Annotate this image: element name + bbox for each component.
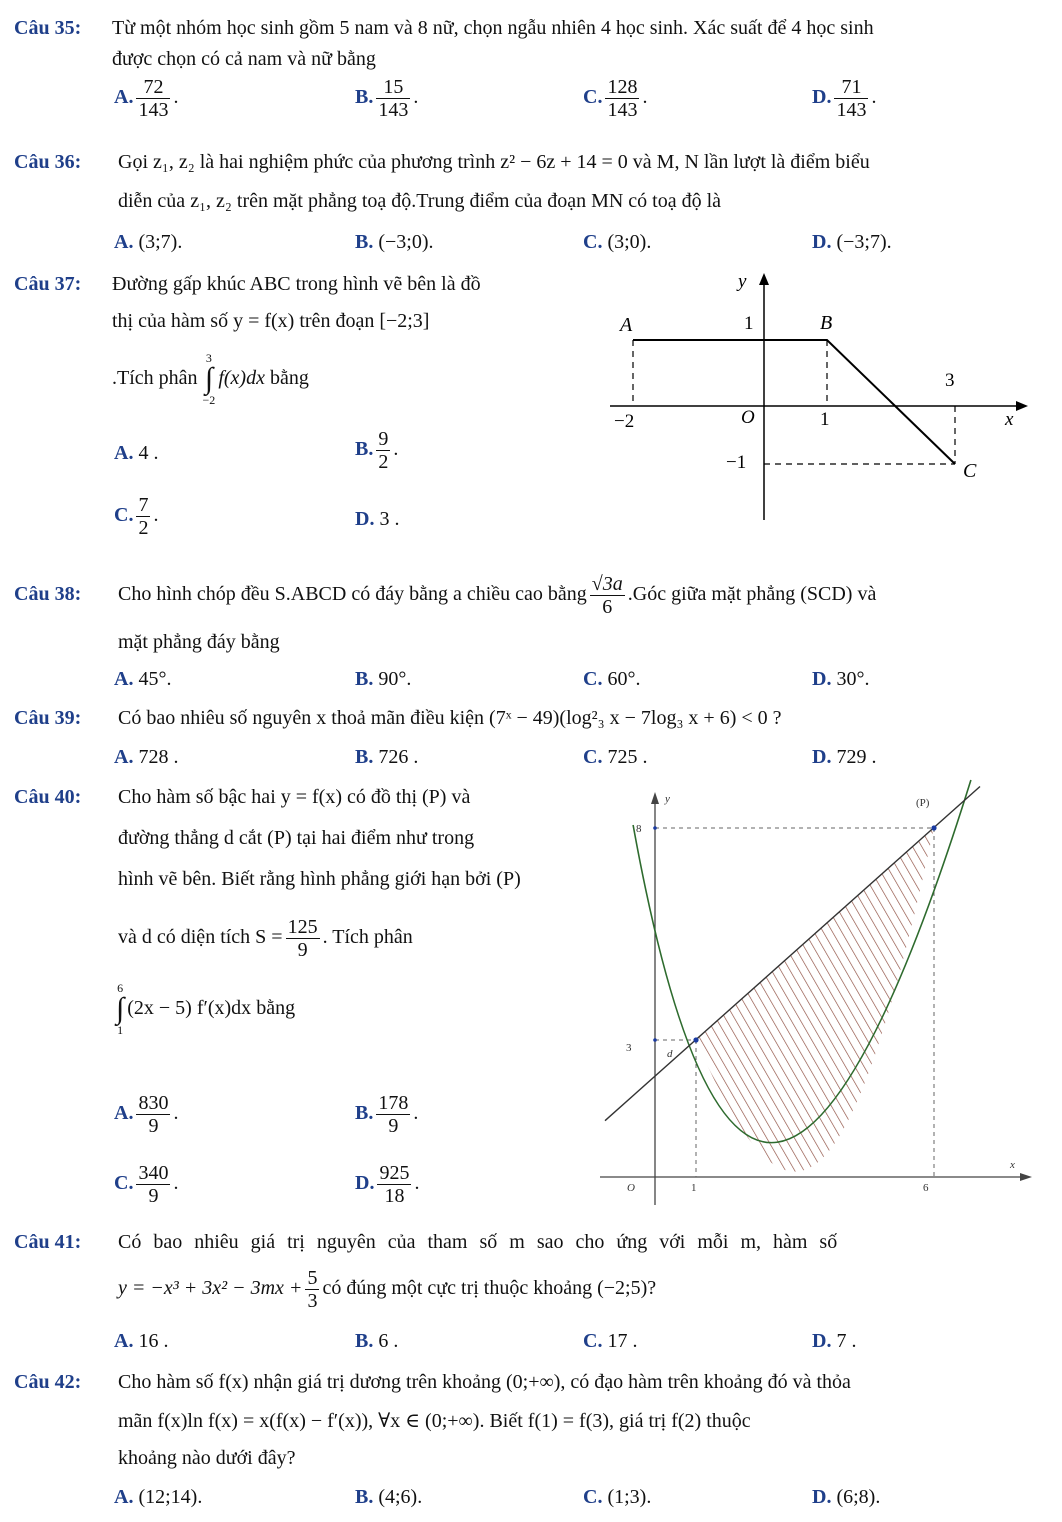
question-text: được chọn có cả nam và nữ bằng xyxy=(112,48,376,70)
question-text: Cho hàm số bậc hai y = f(x) có đồ thị (P) và xyxy=(118,786,471,808)
question-text: 6 ∫ 1(2x − 5) f′(x)dx bằng xyxy=(116,981,296,1038)
tick-label: 6 xyxy=(923,1182,929,1194)
option-a[interactable]: A. $\frac{72}{143}$ . xyxy=(114,76,179,121)
question-number: Câu 38: xyxy=(14,583,82,605)
option-d[interactable]: D. (6;8). xyxy=(812,1486,881,1508)
question-text: khoảng nào dưới đây? xyxy=(118,1447,296,1469)
tick-point xyxy=(653,826,657,830)
point-b-label: B xyxy=(820,312,833,334)
option-a[interactable]: A. (3;7). xyxy=(114,231,183,253)
question-text: đường thẳng d cắt (P) tại hai điểm như trong xyxy=(118,827,475,849)
origin-label: O xyxy=(741,407,755,428)
tick-label: 8 xyxy=(636,823,642,835)
option-c[interactable]: C. $\frac{340}{9}$ . xyxy=(114,1162,179,1207)
tick-label: 3 xyxy=(945,370,955,391)
tick-label: 1 xyxy=(691,1182,697,1194)
option-b[interactable]: B. 726 . xyxy=(355,746,419,768)
option-d[interactable]: D. $\frac{71}{143}$ . xyxy=(812,76,877,121)
option-b[interactable]: B. $\frac{9}{2}$ . xyxy=(355,428,399,473)
tick-label: 3 xyxy=(626,1042,632,1054)
option-b[interactable]: B. $\frac{15}{143}$ . xyxy=(355,76,419,121)
option-d[interactable]: D. 729 . xyxy=(812,746,877,768)
point-c-label: C xyxy=(963,460,977,482)
question-text: Cho hình chóp đều S.ABCD có đáy bằng a chiều cao bằng $\frac{√3a}{6}$ .Góc giữa mặt phẳng (SCD) và xyxy=(118,572,877,618)
question-text: Có bao nhiêu giá trị nguyên của tham số m sao cho ứng với mỗi m, hàm số xyxy=(118,1231,838,1253)
guide-lines xyxy=(633,340,955,464)
graph-parabola xyxy=(600,770,1050,1210)
question-text: diễn của z₁, z₂ trên mặt phẳng toạ độ.Trung điểm của đoạn MN có toạ độ là xyxy=(118,190,722,212)
question-text: và d có diện tích S = $\frac{125}{9}$ . Tích phân xyxy=(118,915,413,961)
question-text: Có bao nhiêu số nguyên x thoả mãn điều kiện (7ˣ − 49)(log²₃ x − 7log₃ x + 6) < 0 ? xyxy=(118,707,782,729)
question-text: Gọi z₁, z₂ là hai nghiệm phức của phương trình z² − 6z + 14 = 0 và M, N lần lượt là điểm biểu xyxy=(118,151,870,173)
axes xyxy=(610,281,1020,520)
question-number: Câu 42: xyxy=(14,1371,82,1393)
tick-label: 1 xyxy=(744,313,754,334)
option-c[interactable]: C. $\frac{7}{2}$ . xyxy=(114,494,159,539)
question-text: mãn f(x)ln f(x) = x(f(x) − f′(x)), ∀x ∈ (0;+∞). Biết f(1) = f(3), giá trị f(2) thuộc xyxy=(118,1410,751,1432)
polyline-abc xyxy=(633,340,955,464)
question-text: mặt phẳng đáy bằng xyxy=(118,631,280,653)
question-text: y = −x³ + 3x² − 3mx + $\frac{5}{3}$ có đúng một cực trị thuộc khoảng (−2;5)? xyxy=(118,1266,657,1312)
intersection-point xyxy=(931,825,936,830)
question-number: Câu 35: xyxy=(14,17,82,39)
point-a-label: A xyxy=(620,314,633,336)
tick-label: 1 xyxy=(820,409,830,430)
option-d[interactable]: D. 7 . xyxy=(812,1330,857,1352)
tick-label: −2 xyxy=(614,411,635,432)
y-axis-label: y xyxy=(665,793,670,805)
option-b[interactable]: B. 90°. xyxy=(355,668,412,690)
shaded-region xyxy=(696,828,934,1172)
option-c[interactable]: C. $\frac{128}{143}$ . xyxy=(583,76,648,121)
option-a[interactable]: A. 45°. xyxy=(114,668,172,690)
question-number: Câu 41: xyxy=(14,1231,82,1253)
option-d[interactable]: D. 30°. xyxy=(812,668,870,690)
line-label: d xyxy=(667,1048,673,1060)
tick-point xyxy=(653,1038,657,1042)
x-axis-label: x xyxy=(1010,1159,1015,1171)
question-number: Câu 39: xyxy=(14,707,82,729)
option-a[interactable]: A. 4 . xyxy=(114,442,159,464)
question-number: Câu 36: xyxy=(14,151,82,173)
option-c[interactable]: C. (3;0). xyxy=(583,231,652,253)
question-number: Câu 37: xyxy=(14,273,82,295)
y-arrow xyxy=(759,273,769,285)
question-text: Cho hàm số f(x) nhận giá trị dương trên khoảng (0;+∞), có đạo hàm trên khoảng đó và thỏa xyxy=(118,1371,851,1393)
option-c[interactable]: C. (1;3). xyxy=(583,1486,652,1508)
option-b[interactable]: B. $\frac{178}{9}$ . xyxy=(355,1092,419,1137)
option-a[interactable]: A. $\frac{830}{9}$ . xyxy=(114,1092,179,1137)
option-a[interactable]: A. 16 . xyxy=(114,1330,169,1352)
question-text: thị của hàm số y = f(x) trên đoạn [−2;3] xyxy=(112,310,430,332)
y-axis-label: y xyxy=(738,271,747,292)
x-axis-label: x xyxy=(1005,409,1014,430)
option-a[interactable]: A. 728 . xyxy=(114,746,179,768)
option-c[interactable]: C. 17 . xyxy=(583,1330,638,1352)
option-b[interactable]: B. (4;6). xyxy=(355,1486,423,1508)
x-arrow xyxy=(1020,1173,1032,1181)
option-c[interactable]: C. 725 . xyxy=(583,746,648,768)
origin-label: O xyxy=(627,1182,635,1194)
option-d[interactable]: D. $\frac{925}{18}$ . xyxy=(355,1162,420,1207)
question-number: Câu 40: xyxy=(14,786,82,808)
intersection-point xyxy=(693,1037,698,1042)
x-arrow xyxy=(1016,401,1028,411)
question-text: Đường gấp khúc ABC trong hình vẽ bên là đồ xyxy=(112,273,481,295)
curve-label: (P) xyxy=(916,797,930,809)
question-text: Từ một nhóm học sinh gồm 5 nam và 8 nữ, chọn ngẫu nhiên 4 học sinh. Xác suất để 4 học sinh xyxy=(112,17,874,39)
option-c[interactable]: C. 60°. xyxy=(583,668,641,690)
y-arrow xyxy=(651,792,659,804)
graph-abc xyxy=(600,265,1030,525)
option-d[interactable]: D. (−3;7). xyxy=(812,231,892,253)
tick-label: −1 xyxy=(726,452,747,473)
option-b[interactable]: B. (−3;0). xyxy=(355,231,434,253)
option-d[interactable]: D. 3 . xyxy=(355,508,400,530)
option-b[interactable]: B. 6 . xyxy=(355,1330,399,1352)
question-text: .Tích phân 3 ∫ −2f(x)dx bằng xyxy=(112,351,309,408)
question-text: hình vẽ bên. Biết rằng hình phẳng giới hạn bởi (P) xyxy=(118,868,521,890)
option-a[interactable]: A. (12;14). xyxy=(114,1486,203,1508)
